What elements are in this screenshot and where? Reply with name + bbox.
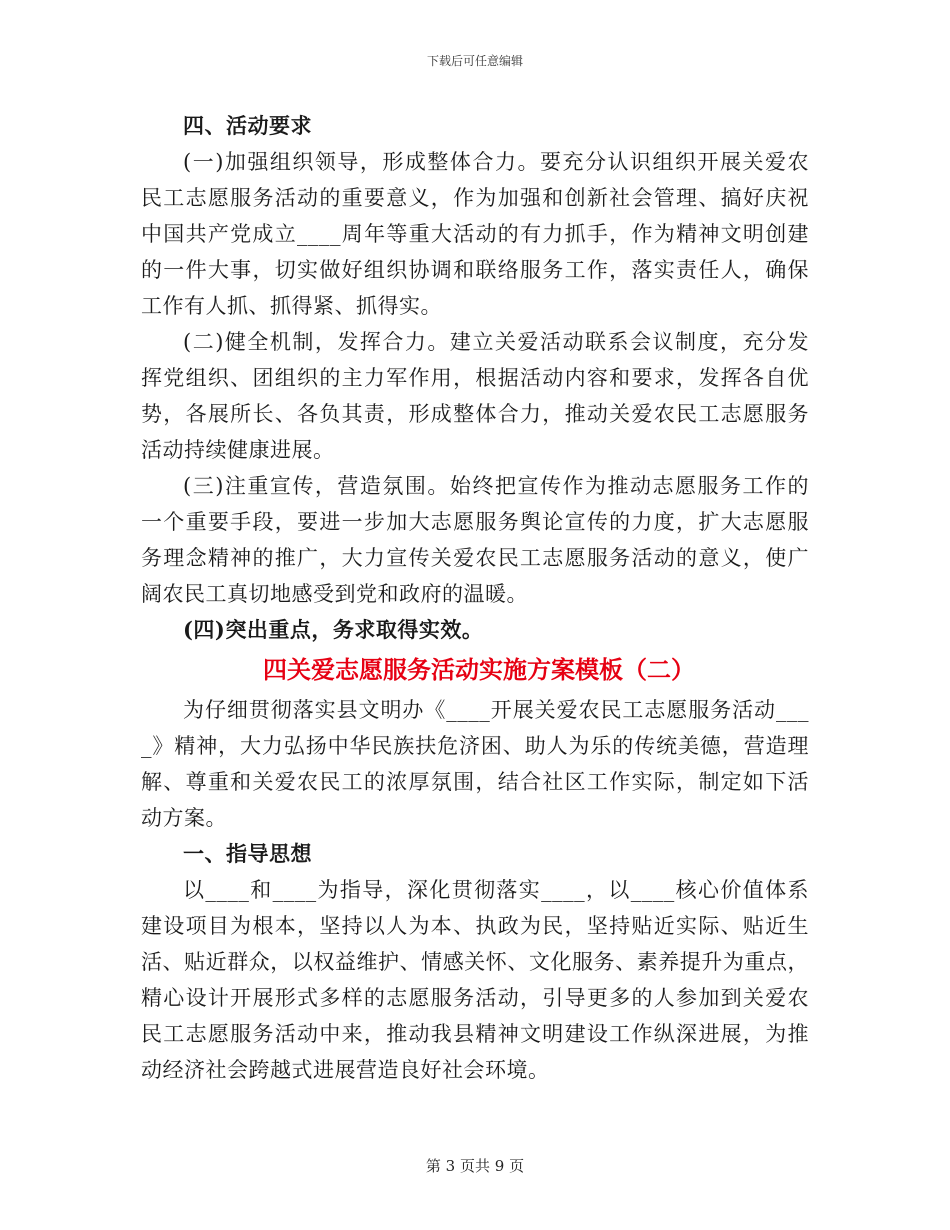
paragraph-line: (一)加强组织领导，形成整体合力。要充分认识组织开展关爱农 xyxy=(183,150,809,174)
subheading-focus: (四)突出重点，务求取得实效。 xyxy=(183,617,484,642)
document-body xyxy=(141,108,809,1088)
paragraph-line: _》精神，大力弘扬中华民族扶危济困、助人为乐的传统美德，营造理 xyxy=(141,734,809,758)
paragraph-line: 民工志愿服务活动中来，推动我县精神文明建设工作纵深进展，为推 xyxy=(141,1022,809,1046)
paragraph-line: 动经济社会跨越式进展营造良好社会环境。 xyxy=(141,1058,550,1082)
section-heading-guiding-ideology: 一、指导思想 xyxy=(183,841,312,866)
paragraph-line: 以____和____为指导，深化贯彻落实____，以____核心价值体系 xyxy=(183,878,809,902)
paragraph-line: 活动持续健康进展。 xyxy=(141,438,335,462)
paragraph-line: 挥党组织、团组织的主力军作用，根据活动内容和要求，发挥各自优 xyxy=(141,366,809,390)
paragraph-line: 务理念精神的推广，大力宣传关爱农民工志愿服务活动的意义，使广 xyxy=(141,546,809,570)
paragraph-line: 活、贴近群众，以权益维护、情感关怀、文化服务、素养提升为重点， xyxy=(141,950,809,974)
paragraph-line: 民工志愿服务活动的重要意义，作为加强和创新社会管理、搞好庆祝 xyxy=(141,186,809,210)
paragraph-line: 建设项目为根本，坚持以人为本、执政为民，坚持贴近实际、贴近生 xyxy=(141,914,809,938)
paragraph-line: (二)健全机制，发挥合力。建立关爱活动联系会议制度，充分发 xyxy=(183,330,809,354)
paragraph-line: 解、尊重和关爱农民工的浓厚氛围，结合社区工作实际，制定如下活 xyxy=(141,770,809,794)
document-title: 四关爱志愿服务活动实施方案模板（二） xyxy=(263,655,695,684)
paragraph-line: 为仔细贯彻落实县文明办《____开展关爱农民工志愿服务活动___ xyxy=(183,698,809,722)
section-heading-requirements: 四、活动要求 xyxy=(183,113,312,138)
paragraph-line: 势，各展所长、各负其责，形成整体合力，推动关爱农民工志愿服务 xyxy=(141,402,809,426)
paragraph-line: 中国共产党成立____周年等重大活动的有力抓手，作为精神文明创建 xyxy=(141,222,809,246)
paragraph-line: 一个重要手段，要进一步加大志愿服务舆论宣传的力度，扩大志愿服 xyxy=(141,510,809,534)
paragraph-line: 动方案。 xyxy=(141,806,227,830)
paragraph-line: 精心设计开展形式多样的志愿服务活动，引导更多的人参加到关爱农 xyxy=(141,986,809,1010)
paragraph-line: (三)注重宣传，营造氛围。始终把宣传作为推动志愿服务工作的 xyxy=(183,474,809,498)
paragraph-line: 阔农民工真切地感受到党和政府的温暖。 xyxy=(141,582,528,606)
page-footer: 第 3 页共 9 页 xyxy=(425,1157,525,1175)
paragraph-line: 的一件大事，切实做好组织协调和联络服务工作，落实责任人，确保 xyxy=(141,258,809,282)
paragraph-line: 工作有人抓、抓得紧、抓得实。 xyxy=(141,294,442,318)
page-header: 下载后可任意编辑 xyxy=(426,54,523,68)
